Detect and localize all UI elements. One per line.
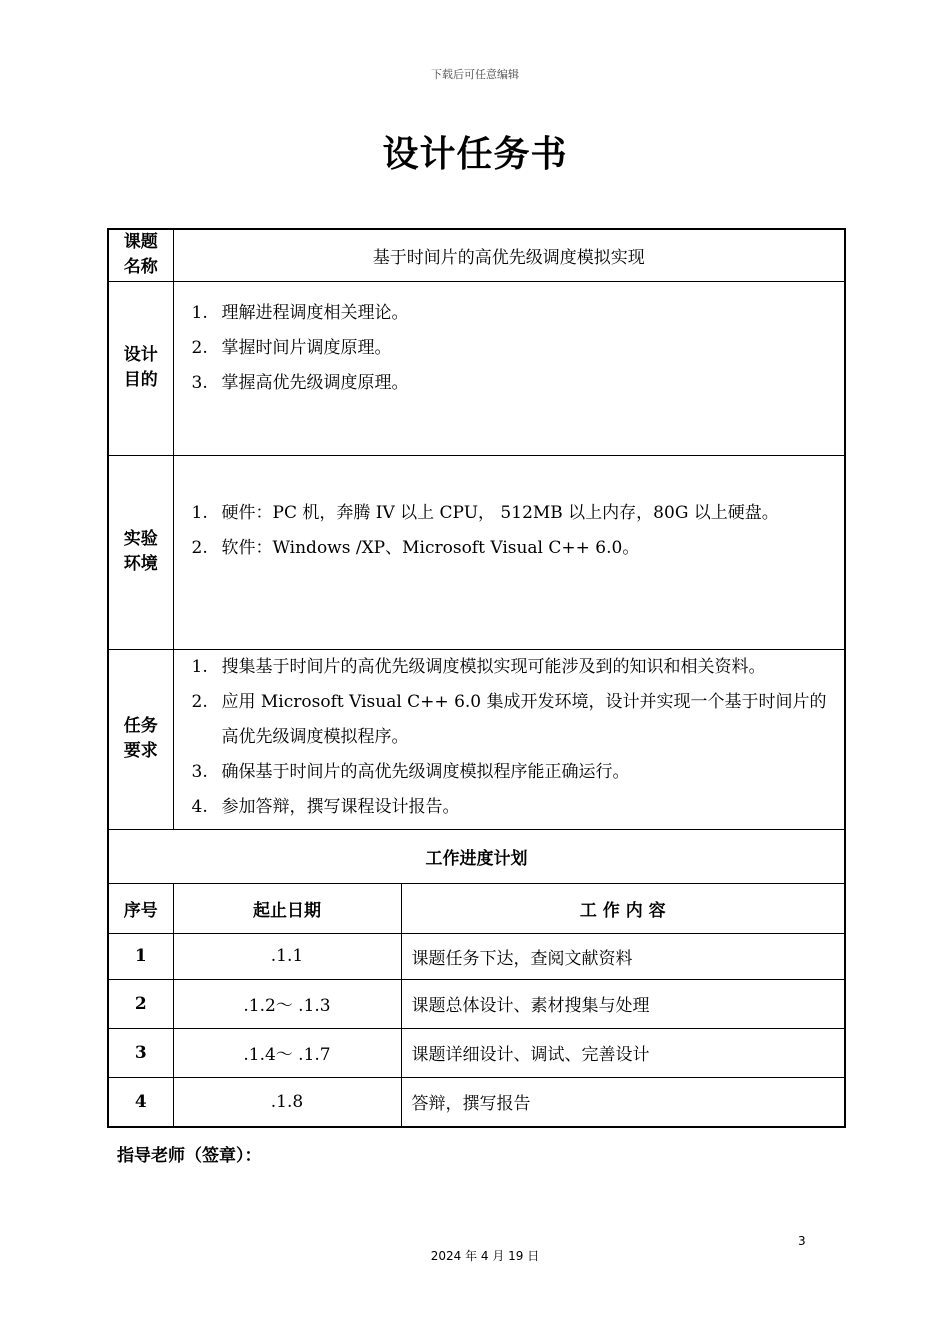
table-row <box>108 979 845 1028</box>
requirements-label <box>108 649 173 829</box>
list-item: 2. 掌握时间片调度原理。 <box>191 337 392 358</box>
row-date: .1.2～ .1.3 <box>173 979 401 1028</box>
requirements-content <box>173 649 845 829</box>
environment-row <box>108 455 845 649</box>
row-date: .1.1 <box>173 933 401 979</box>
page-number: 3 <box>798 1234 806 1248</box>
row-seq: 2 <box>108 979 173 1028</box>
list-item: 2. 应用 Microsoft Visual C++ 6.0 集成开发环境，设计并实现一个基于时间片的高优先级调度模拟程序。 <box>191 691 827 747</box>
row-seq: 4 <box>108 1077 173 1127</box>
list-item: 1. 搜集基于时间片的高优先级调度模拟实现可能涉及到的知识和相关资料。 <box>191 656 766 677</box>
header-note: 下载后可任意编辑 <box>431 68 519 81</box>
purpose-label-text: 设计 目的 <box>123 345 158 390</box>
list-item: 3. 确保基于时间片的高优先级调度模拟程序能正确运行。 <box>191 761 630 782</box>
topic-label-text: 课题 名称 <box>123 232 158 278</box>
row-content: 答辩，撰写报告 <box>401 1077 845 1127</box>
row-date: .1.4～ .1.7 <box>173 1028 401 1077</box>
signature-label: 指导老师（签章）： <box>117 1146 262 1166</box>
list-item: 4. 参加答辩，撰写课程设计报告。 <box>191 796 460 817</box>
purpose-row <box>108 281 845 455</box>
requirements-label-text: 任务 要求 <box>123 716 158 761</box>
table-row <box>108 1077 845 1127</box>
requirements-row <box>108 649 845 829</box>
topic-row <box>108 229 845 281</box>
purpose-list <box>174 296 845 401</box>
requirements-list <box>174 650 845 825</box>
table-row <box>108 933 845 979</box>
schedule-title: 工作进度计划 <box>108 829 845 883</box>
task-table <box>107 228 846 1128</box>
purpose-label <box>108 281 173 455</box>
table-row <box>108 1028 845 1077</box>
list-item: 3. 掌握高优先级调度原理。 <box>191 372 409 393</box>
environment-list <box>174 496 845 566</box>
row-date: .1.8 <box>173 1077 401 1127</box>
list-item: 2. 软件：Windows /XP、Microsoft Visual C++ 6.0。 <box>191 537 640 558</box>
schedule-title-row <box>108 829 845 883</box>
environment-label-text: 实验 环境 <box>123 529 158 574</box>
environment-label <box>108 455 173 649</box>
footer-date: 2024 年 4 月 19 日 <box>430 1249 540 1263</box>
header-date: 起止日期 <box>173 883 401 933</box>
page-title: 设计任务书 <box>382 134 568 175</box>
row-seq: 3 <box>108 1028 173 1077</box>
row-seq: 1 <box>108 933 173 979</box>
environment-content <box>173 455 845 649</box>
list-item: 1. 理解进程调度相关理论。 <box>191 302 409 323</box>
row-content: 课题总体设计、素材搜集与处理 <box>401 979 845 1028</box>
topic-label <box>108 229 173 281</box>
row-content: 课题详细设计、调试、完善设计 <box>401 1028 845 1077</box>
header-content: 工 作 内 容 <box>401 883 845 933</box>
topic-value: 基于时间片的高优先级调度模拟实现 <box>173 229 845 281</box>
schedule-header-row <box>108 883 845 933</box>
list-item: 1. 硬件：PC 机，奔腾 IV 以上 CPU， 512MB 以上内存，80G 以上硬盘。 <box>191 502 779 523</box>
row-content: 课题任务下达，查阅文献资料 <box>401 933 845 979</box>
purpose-content <box>173 281 845 455</box>
header-seq: 序号 <box>108 883 173 933</box>
